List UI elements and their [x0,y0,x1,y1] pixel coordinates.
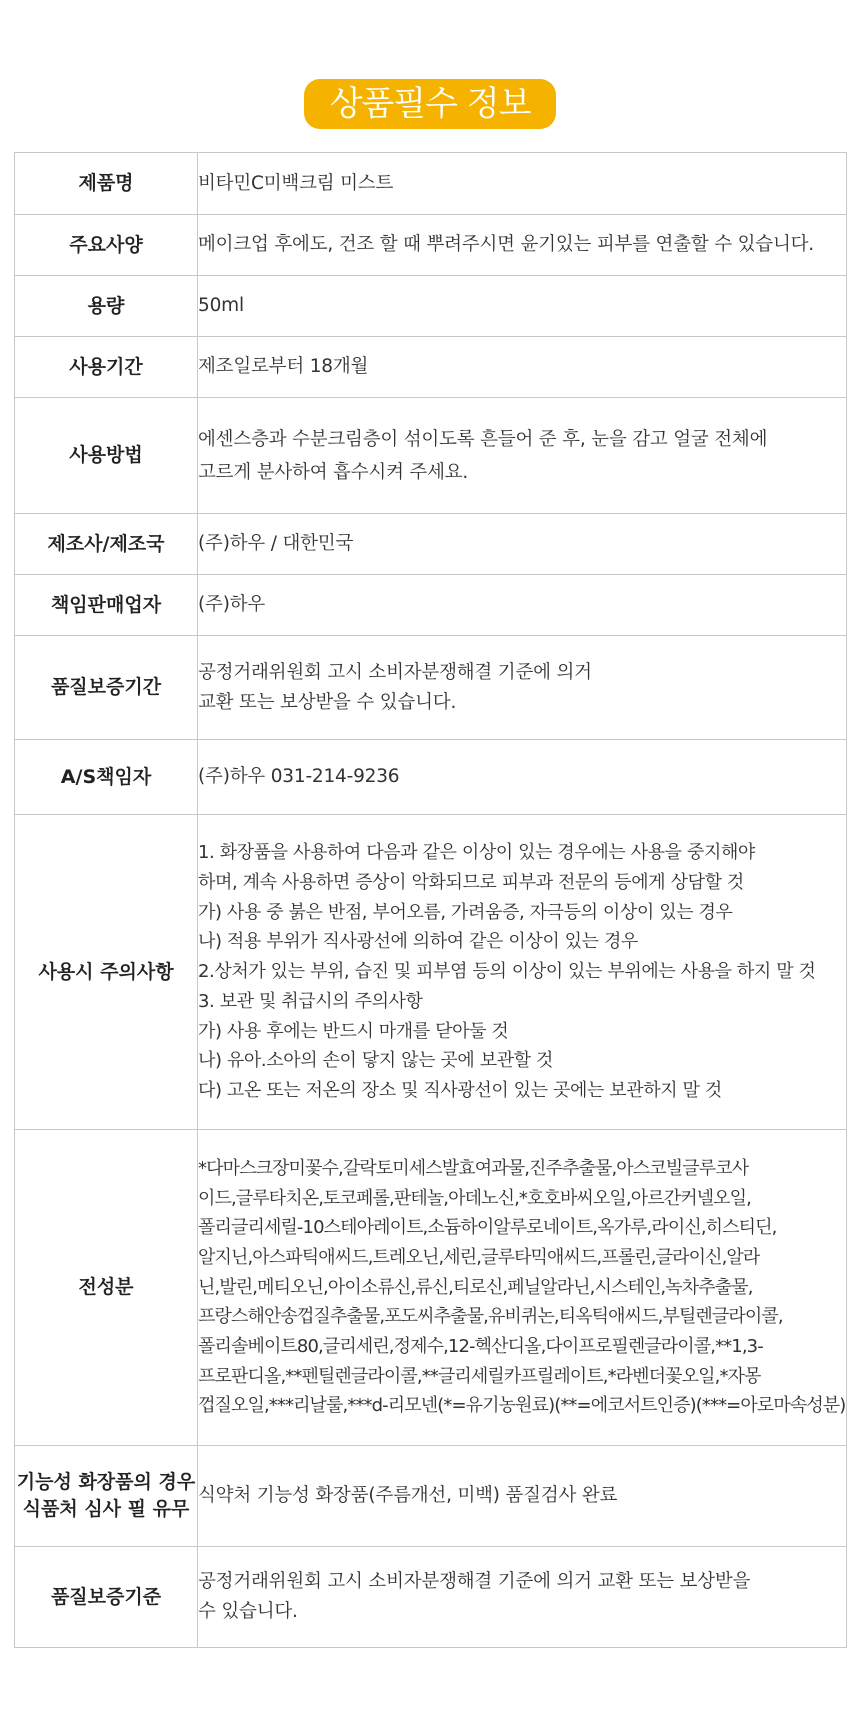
row-value-line: 에센스층과 수분크림층이 섞이도록 흔들어 준 후, 눈을 감고 얼굴 전체에 [198,428,768,450]
row-value [198,1547,847,1648]
row-value [198,276,847,337]
product-info-body [15,153,847,1648]
row-label-line: 용량 [87,294,125,317]
row-value-line: (주)하우 / 대한민국 [198,533,354,554]
as-contact-row [15,740,847,815]
row-value-line: 식약처 기능성 화장품(주름개선, 미백) 품질검사 완료 [198,1485,618,1506]
row-label-line: 품질보증기간 [50,676,162,698]
row-label-line: 주요사양 [69,233,143,256]
row-label-line: 품질보증기준 [50,1585,162,1608]
warranty-period-row [15,636,847,740]
row-value-line: (주)하우 [198,594,266,615]
manufacturer-row [15,514,847,575]
row-value-line: 가) 사용 중 붉은 반점, 부어오름, 가려움증, 자극등의 이상이 있는 경우 [198,901,733,923]
row-value-line: 나) 유아.소아의 손이 닿지 않는 곳에 보관할 것 [198,1050,553,1072]
row-label [15,636,198,740]
row-value-line: 프랑스해안송껍질추출물,포도씨추출물,유비퀴논,티옥틱애씨드,부틸렌글라이콜, [198,1306,783,1328]
row-label [15,1130,198,1446]
row-label-line: 사용방법 [69,444,143,466]
responsible-seller-row [15,575,847,636]
row-value-line: 2.상처가 있는 부위, 습진 및 피부염 등의 이상이 있는 부위에는 사용을 하지 말 것 [198,961,816,983]
row-label [15,1446,198,1547]
row-value-line: *다마스크장미꽃수,갈락토미세스발효여과물,진주추출물,아스코빌글루코사 [198,1157,749,1179]
row-value-line: 고르게 분사하여 흡수시켜 주세요. [198,461,469,483]
row-label-line: 사용기간 [69,355,143,378]
row-label-line: 책임판매업자 [50,593,162,616]
row-label [15,1547,198,1648]
title-wrap [0,79,860,129]
precautions-row [15,815,847,1130]
row-value-line: 다) 고온 또는 저온의 장소 및 직사광선이 있는 곳에는 보관하지 말 것 [198,1079,722,1101]
row-value-line: 하며, 계속 사용하면 증상이 악화되므로 피부과 전문의 등에게 상담할 것 [198,872,744,894]
page-title: 상품필수 정보 [304,79,557,129]
capacity-row [15,276,847,337]
row-value-line: 메이크업 후에도, 건조 할 때 뿌려주시면 윤기있는 피부를 연출할 수 있습니다. [198,234,814,255]
row-value-line: 가) 사용 후에는 반드시 마개를 닫아둘 것 [198,1020,509,1042]
row-value-line: 비타민C미백크림 미스트 [198,172,394,194]
row-label-line: 제품명 [78,172,134,194]
row-value [198,1446,847,1547]
row-label [15,276,198,337]
ingredients-row [15,1130,847,1446]
warranty-standard-row [15,1547,847,1648]
main-spec-row [15,215,847,276]
row-value-line: (주)하우 031-214-9236 [198,766,400,787]
usage-period-row [15,337,847,398]
row-value [198,636,847,740]
row-value [198,740,847,815]
row-label [15,514,198,575]
row-value-line: 알지닌,아스파틱애씨드,트레오닌,세린,글루타믹애씨드,프롤린,글라이신,알라 [198,1246,760,1268]
row-label [15,575,198,636]
row-label-line: A/S책임자 [60,765,152,788]
row-label-line: 사용시 주의사항 [38,960,174,983]
row-value [198,575,847,636]
row-value [198,153,847,215]
row-value-line: 공정거래위원회 고시 소비자분쟁해결 기준에 의거 [198,661,592,683]
row-label-line: 제조사/제조국 [47,532,165,555]
usage-method-row [15,398,847,514]
row-value-line: 폴리글리세릴-10스테아레이트,소듐하이알루로네이트,옥가루,라이신,히스티딘, [198,1217,777,1239]
row-label [15,815,198,1130]
row-value [198,398,847,514]
row-value-line: 이드,글루타치온,토코페롤,판테놀,아데노신,*호호바씨오일,아르간커넬오일, [198,1187,751,1209]
row-label [15,398,198,514]
row-value-line: 3. 보관 및 취급시의 주의사항 [198,990,423,1012]
row-value [198,815,847,1130]
row-value [198,1130,847,1446]
row-value-line: 50ml [198,295,244,316]
product-info-table [14,152,847,1648]
row-value-line: 1. 화장품을 사용하여 다음과 같은 이상이 있는 경우에는 사용을 중지해야 [198,842,755,864]
row-value [198,514,847,575]
row-value-line: 닌,발린,메티오닌,아이소류신,류신,티로신,페닐알라닌,시스테인,녹차추출물, [198,1276,753,1298]
row-value [198,215,847,276]
row-value-line: 공정거래위원회 고시 소비자분쟁해결 기준에 의거 교환 또는 보상받을 [198,1571,751,1592]
row-value [198,337,847,398]
row-label-line: 식품처 심사 필 유무 [22,1498,190,1520]
row-label [15,215,198,276]
row-value-line: 나) 적용 부위가 직사광선에 의하여 같은 이상이 있는 경우 [198,931,638,953]
functional-cosmetics-row [15,1446,847,1547]
row-value-line: 껍질오일,***리날룰,***d-리모넨(*=유기농원료)(**=에코서트인증)(***=아로마속성분) [198,1395,846,1417]
row-value-line: 수 있습니다. [198,1601,298,1622]
row-value-line: 프로판디올,**펜틸렌글라이콜,**글리세릴카프릴레이트,*라벤더꽃오일,*자몽 [198,1365,761,1387]
row-label [15,337,198,398]
row-label [15,740,198,815]
row-value-line: 폴리솔베이트80,글리세린,정제수,12-헥산디올,다이프로필렌글라이콜,**1,3- [198,1336,763,1358]
row-value-line: 교환 또는 보상받을 수 있습니다. [198,691,457,713]
row-label-line: 기능성 화장품의 경우 [16,1471,196,1493]
row-label-line: 전성분 [78,1276,134,1298]
product-name-row [15,153,847,215]
row-label [15,153,198,215]
row-value-line: 제조일로부터 18개월 [198,356,369,377]
